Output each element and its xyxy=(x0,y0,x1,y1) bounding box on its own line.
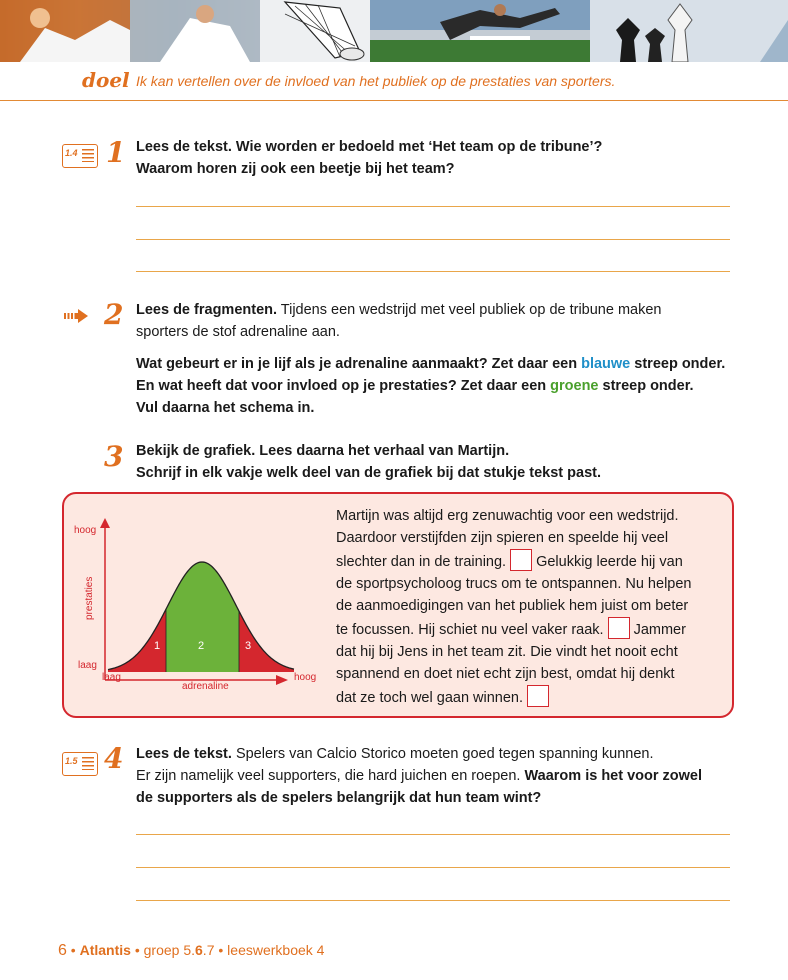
y-low-label: laag xyxy=(78,660,97,671)
question-4-text xyxy=(136,743,736,809)
adrenaline-performance-graph xyxy=(62,492,332,714)
story-line: Martijn was altijd erg zenuwachtig voor een wedstrijd. xyxy=(336,508,679,524)
book-title: Atlantis xyxy=(79,942,131,958)
page-footer: 6 • Atlantis • groep 5.6.7 • leeswerkboek 4 xyxy=(58,942,325,959)
arrow-right-icon xyxy=(64,309,88,323)
page-reference: 1.5 xyxy=(65,756,78,766)
question-4-line: Er zijn namelijk veel supporters, die hard juichen en roepen. xyxy=(136,768,525,784)
y-axis-title: prestaties xyxy=(84,576,95,620)
question-number: 1 xyxy=(106,136,126,169)
story-line: de sportpsycholoog trucs om te ontspannen. Nu helpen xyxy=(336,576,692,592)
story-line: dat ze toch wel gaan winnen. xyxy=(336,690,524,706)
question-3-line: Schrijf in elk vakje welk deel van de grafiek bij dat stukje tekst past. xyxy=(136,465,601,481)
question-1-line: Lees de tekst. Wie worden er bedoeld met ‘Het team op de tribune’? xyxy=(136,139,603,155)
answer-line[interactable] xyxy=(136,867,730,868)
question-2-instruction: streep onder. xyxy=(598,378,694,394)
badminton-shuttlecock-photo xyxy=(260,0,370,62)
question-number: 3 xyxy=(104,440,124,473)
question-1-text xyxy=(136,136,602,180)
page-number: 6 xyxy=(58,942,67,959)
story-line: te focussen. Hij schiet nu veel vaker raak. xyxy=(336,622,604,638)
x-low-label: laag xyxy=(102,672,121,683)
answer-line[interactable] xyxy=(136,206,730,207)
y-axis-arrowhead xyxy=(100,518,110,528)
story-line: Gelukkig leerde hij van xyxy=(536,554,683,570)
question-4-lead: Lees de tekst. xyxy=(136,746,232,762)
story-line: dat hij bij Jens in het team zit. Die vindt het nooit echt xyxy=(336,644,678,660)
goal-label: doel xyxy=(82,68,130,92)
goal-row xyxy=(0,62,788,101)
answer-line[interactable] xyxy=(136,239,730,240)
question-1-line: Waarom horen zij ook een beetje bij het team? xyxy=(136,161,455,177)
story-line: slechter dan in de training. xyxy=(336,554,507,570)
goal-text: Ik kan vertellen over de invloed van het publiek op de prestaties van sporters. xyxy=(136,73,616,89)
groep-current: 6 xyxy=(195,942,203,958)
question-2-text xyxy=(136,299,736,419)
answer-box[interactable] xyxy=(527,685,549,707)
question-4-question: de supporters als de spelers belangrijk dat hun team wint? xyxy=(136,790,542,806)
question-3-text xyxy=(136,440,601,484)
groep-prefix: groep 5 xyxy=(143,942,192,958)
region-2-label: 2 xyxy=(198,640,205,652)
y-high-label: hoog xyxy=(74,525,97,536)
answer-line[interactable] xyxy=(136,271,730,272)
question-2-instruction: En wat heeft dat voor invloed op je prestaties? Zet daar een xyxy=(136,378,551,394)
text-book-icon xyxy=(62,144,98,168)
story-line: Daardoor verstijfden zijn spieren en speelde hij veel xyxy=(336,530,669,546)
question-3-line: Bekijk de grafiek. Lees daarna het verhaal van Martijn. xyxy=(136,443,510,459)
question-2-line: sporters de stof adrenaline aan. xyxy=(136,324,340,340)
answer-box[interactable] xyxy=(510,549,532,571)
question-2-lead-rest: Tijdens een wedstrijd met veel publiek op de tribune maken xyxy=(277,302,662,318)
question-2-lead: Lees de fragmenten. xyxy=(136,302,278,318)
green-word: groene xyxy=(550,378,599,394)
hurdler-photo xyxy=(370,0,590,62)
region-2-area xyxy=(166,562,239,672)
x-axis-title: adrenaline xyxy=(182,681,229,692)
answer-line[interactable] xyxy=(136,834,730,835)
x-high-label: hoog xyxy=(294,672,317,683)
question-2-instruction: Wat gebeurt er in je lijf als je adrenaline aanmaakt? Zet daar een xyxy=(136,356,582,372)
region-1-label: 1 xyxy=(154,640,161,652)
answer-line[interactable] xyxy=(136,900,730,901)
question-4-lead-rest: Spelers van Calcio Storico moeten goed tegen spanning kunnen. xyxy=(231,746,654,762)
region-3-label: 3 xyxy=(245,640,252,652)
question-4-question: Waarom is het voor zowel xyxy=(524,768,703,784)
question-number: 4 xyxy=(104,742,124,775)
workbook-title: leeswerkboek 4 xyxy=(227,942,325,958)
groep-suffix: 7 xyxy=(206,942,215,958)
page-reference: 1.4 xyxy=(65,148,78,158)
question-number: 2 xyxy=(104,298,124,331)
x-axis-arrowhead xyxy=(276,675,288,685)
story-line: de aanmoedigingen van het publiek hem juist om beter xyxy=(336,598,689,614)
text-book-icon xyxy=(62,752,98,776)
header-banner xyxy=(0,0,788,62)
story-line: Jammer xyxy=(633,622,686,638)
story-line: spannend en doet niet echt zijn best, omdat hij denkt xyxy=(336,666,675,682)
blue-word: blauwe xyxy=(581,356,631,372)
question-2-instruction: streep onder. xyxy=(630,356,726,372)
chess-pieces-photo xyxy=(590,0,788,62)
question-2-instruction: Vul daarna het schema in. xyxy=(136,400,315,416)
banner-photos xyxy=(0,0,788,62)
answer-box[interactable] xyxy=(608,617,630,639)
martijn-story xyxy=(336,505,726,709)
